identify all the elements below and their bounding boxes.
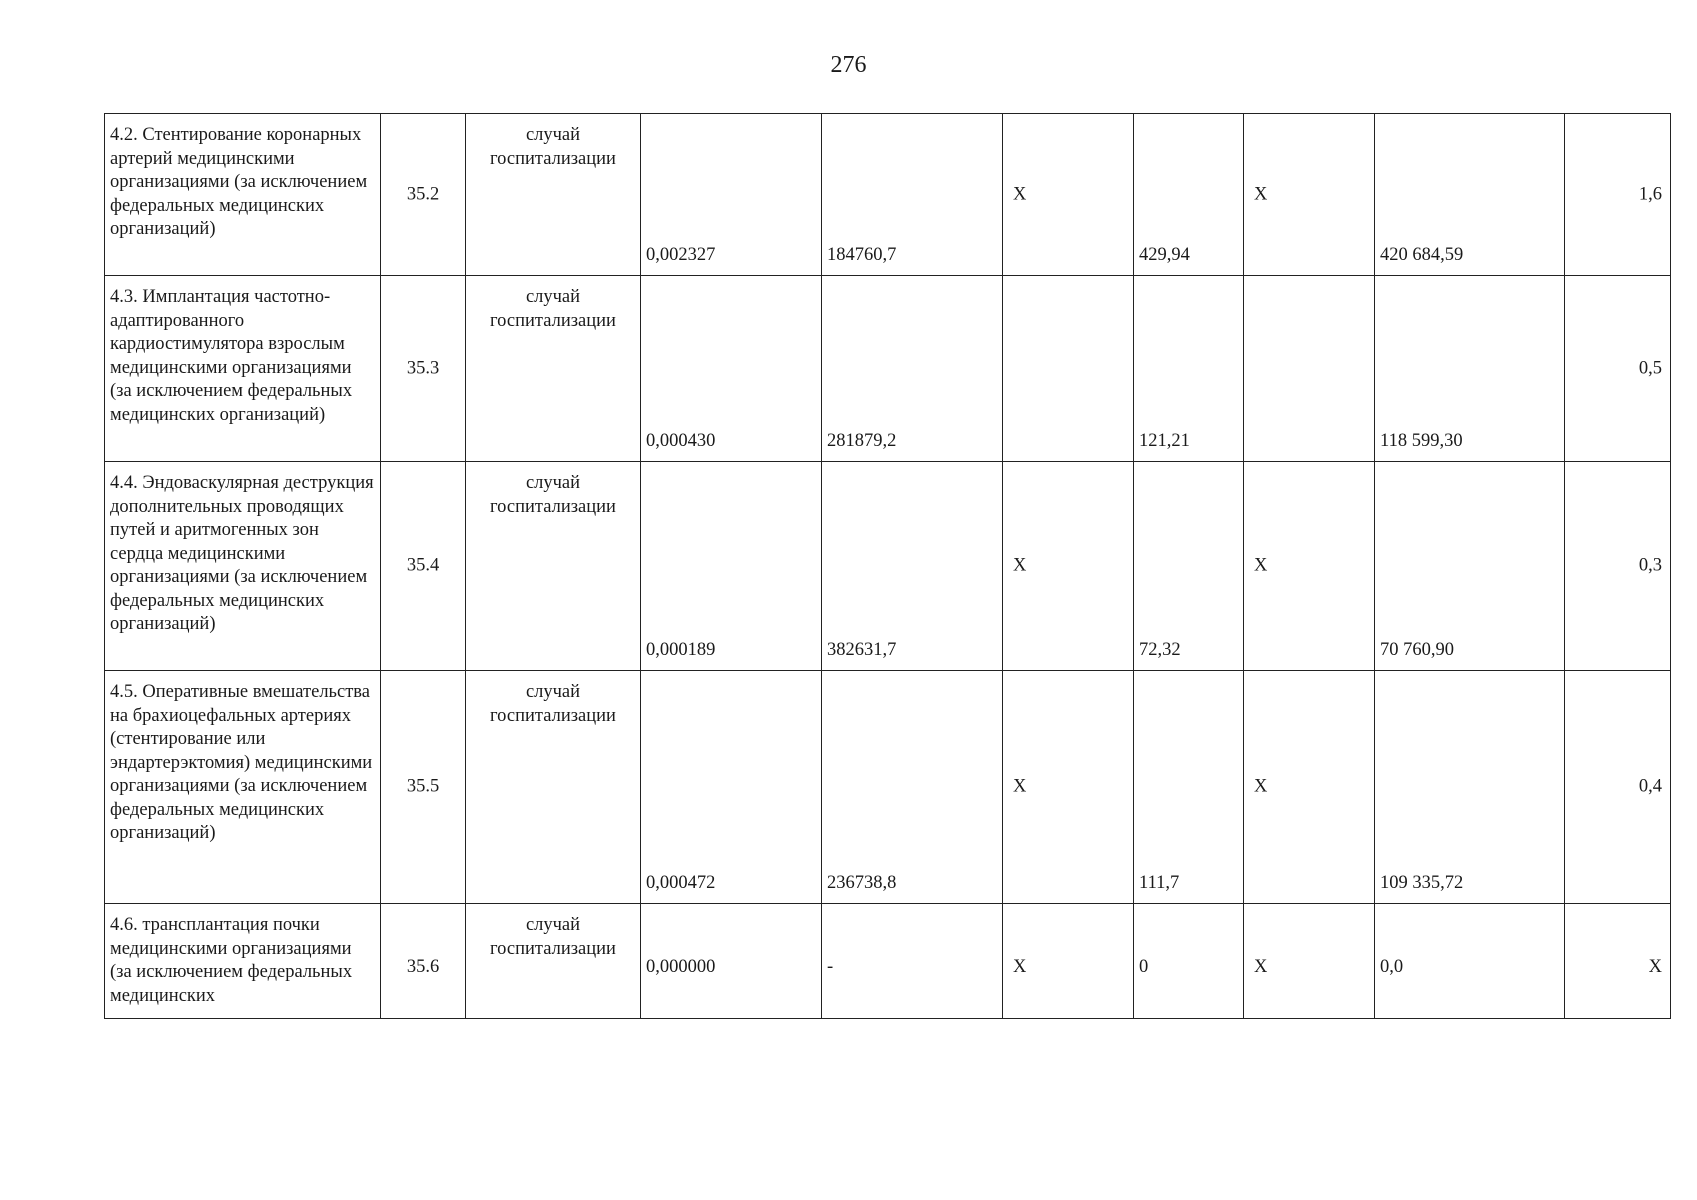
cell-c10: 1,6: [1565, 114, 1671, 276]
data-table: [104, 113, 1671, 1019]
cell-c7: 72,32: [1134, 462, 1244, 671]
cell-code: 35.6: [381, 904, 466, 1019]
table-row: [105, 276, 1671, 462]
page-number: 276: [830, 52, 867, 78]
cell-c4: 0,002327: [641, 114, 822, 276]
table-row: [105, 671, 1671, 904]
cell-code: 35.2: [381, 114, 466, 276]
cell-c4: 0,000000: [641, 904, 822, 1019]
cell-c6: X: [1003, 671, 1134, 904]
cell-c10: 0,3: [1565, 462, 1671, 671]
cell-c8: X: [1244, 671, 1375, 904]
cell-c4: 0,000430: [641, 276, 822, 462]
cell-c9: 0,0: [1375, 904, 1565, 1019]
cell-c9: 118 599,30: [1375, 276, 1565, 462]
cell-unit: случай госпитализации: [466, 671, 641, 904]
cell-code: 35.3: [381, 276, 466, 462]
table-row: [105, 904, 1671, 1019]
table-row: [105, 462, 1671, 671]
cell-name: 4.3. Имплантация частотно-адаптированного кардиостимулятора взрослым медицинскими организациями (за исключением федеральных медицинских организаций): [105, 276, 381, 462]
cell-c7: 111,7: [1134, 671, 1244, 904]
cell-c6: X: [1003, 462, 1134, 671]
cell-name: 4.5. Оперативные вмешательства на брахиоцефальных артериях (стентирование или эндартерэктомия) медицинскими организациями (за исключением федеральных медицинских организаций): [105, 671, 381, 904]
cell-unit: случай госпитализации: [466, 276, 641, 462]
cell-c8: X: [1244, 904, 1375, 1019]
cell-c10: 0,4: [1565, 671, 1671, 904]
cell-name: 4.4. Эндоваскулярная деструкция дополнительных проводящих путей и аритмогенных зон сердца медицинскими организациями (за исключением федеральных медицинских организаций): [105, 462, 381, 671]
cell-name: 4.2. Стентирование коронарных артерий медицинскими организациями (за исключением федеральных медицинских организаций): [105, 114, 381, 276]
cell-code: 35.4: [381, 462, 466, 671]
cell-c7: 429,94: [1134, 114, 1244, 276]
cell-unit: случай госпитализации: [466, 462, 641, 671]
cell-c7: 0: [1134, 904, 1244, 1019]
cell-c7: 121,21: [1134, 276, 1244, 462]
cell-c8: X: [1244, 114, 1375, 276]
cell-unit: случай госпитализации: [466, 114, 641, 276]
cell-c10: X: [1565, 904, 1671, 1019]
cell-c8: [1244, 276, 1375, 462]
cell-c5: 236738,8: [822, 671, 1003, 904]
cell-name: 4.6. трансплантация почки медицинскими организациями (за исключением федеральных медицинских: [105, 904, 381, 1019]
table-row: [105, 114, 1671, 276]
cell-c10: 0,5: [1565, 276, 1671, 462]
cell-c5: 281879,2: [822, 276, 1003, 462]
cell-unit: случай госпитализации: [466, 904, 641, 1019]
cell-c4: 0,000472: [641, 671, 822, 904]
cell-c9: 109 335,72: [1375, 671, 1565, 904]
cell-c6: [1003, 276, 1134, 462]
cell-c9: 70 760,90: [1375, 462, 1565, 671]
cell-c9: 420 684,59: [1375, 114, 1565, 276]
cell-c5: 184760,7: [822, 114, 1003, 276]
cell-c6: X: [1003, 904, 1134, 1019]
cell-c6: X: [1003, 114, 1134, 276]
cell-code: 35.5: [381, 671, 466, 904]
cell-c5: 382631,7: [822, 462, 1003, 671]
cell-c4: 0,000189: [641, 462, 822, 671]
cell-c5: -: [822, 904, 1003, 1019]
cell-c8: X: [1244, 462, 1375, 671]
